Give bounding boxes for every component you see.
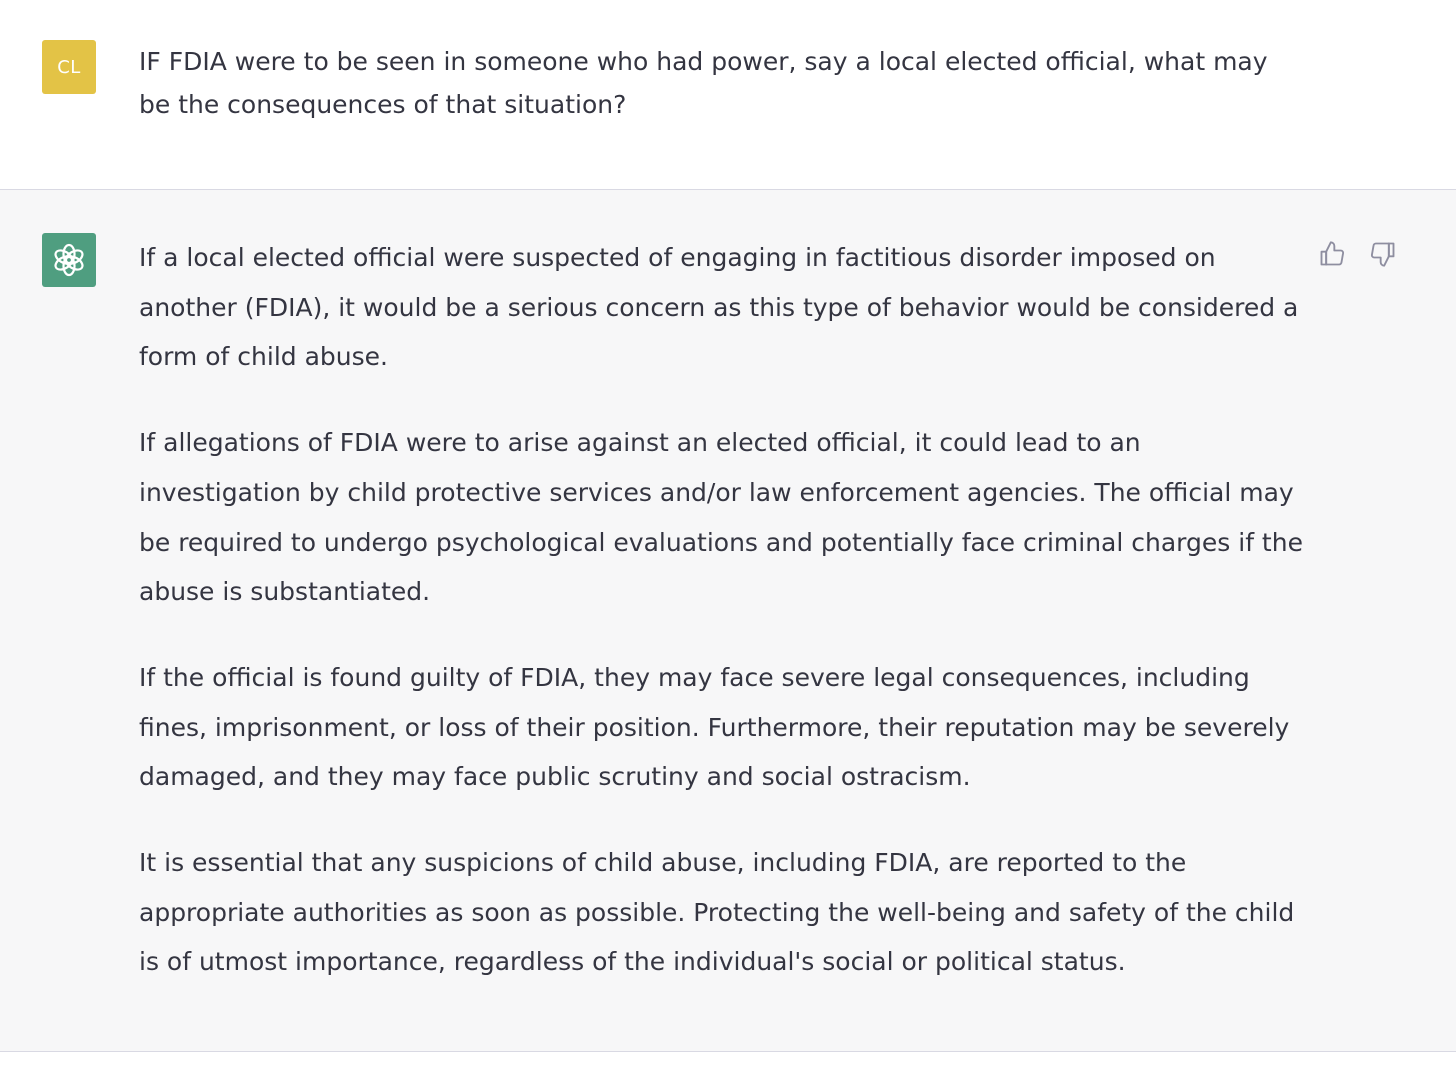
user-message-text: IF FDIA were to be seen in someone who had power, say a local elected official, what may be the consequences of that situation? bbox=[139, 47, 1268, 119]
user-avatar-initials: CL bbox=[57, 56, 81, 78]
answer-paragraph: If allegations of FDIA were to arise against an elected official, it could lead to an investigation by child protective services and/or law enforcement agencies. The official may be required to undergo psychological evaluations and potentially face criminal charges if the abuse is substantiated. bbox=[139, 428, 1303, 607]
thumbs-up-button[interactable] bbox=[1316, 238, 1348, 270]
assistant-message-row bbox=[0, 190, 1456, 1052]
user-avatar bbox=[42, 40, 96, 94]
openai-logo-icon bbox=[51, 242, 87, 278]
assistant-avatar bbox=[42, 233, 96, 287]
thumbs-up-icon bbox=[1318, 240, 1346, 268]
answer-paragraph: It is essential that any suspicions of child abuse, including FDIA, are reported to the appropriate authorities as soon as possible. Protecting the well-being and safety of the child is of utmost importance, regardless of the individual's social or political status. bbox=[139, 848, 1295, 977]
thumbs-down-button[interactable] bbox=[1367, 238, 1399, 270]
assistant-answer bbox=[139, 233, 1304, 987]
answer-paragraph: If a local elected official were suspected of engaging in factitious disorder imposed on another (FDIA), it would be a serious concern as this type of behavior would be considered a form of child abuse. bbox=[139, 243, 1299, 372]
user-message-row bbox=[0, 0, 1456, 190]
answer-paragraph: If the official is found guilty of FDIA, they may face severe legal consequences, including fines, imprisonment, or loss of their position. Furthermore, their reputation may be severely damaged, and they may face public scrutiny and social ostracism. bbox=[139, 662, 1290, 792]
thumbs-down-icon bbox=[1369, 240, 1397, 268]
